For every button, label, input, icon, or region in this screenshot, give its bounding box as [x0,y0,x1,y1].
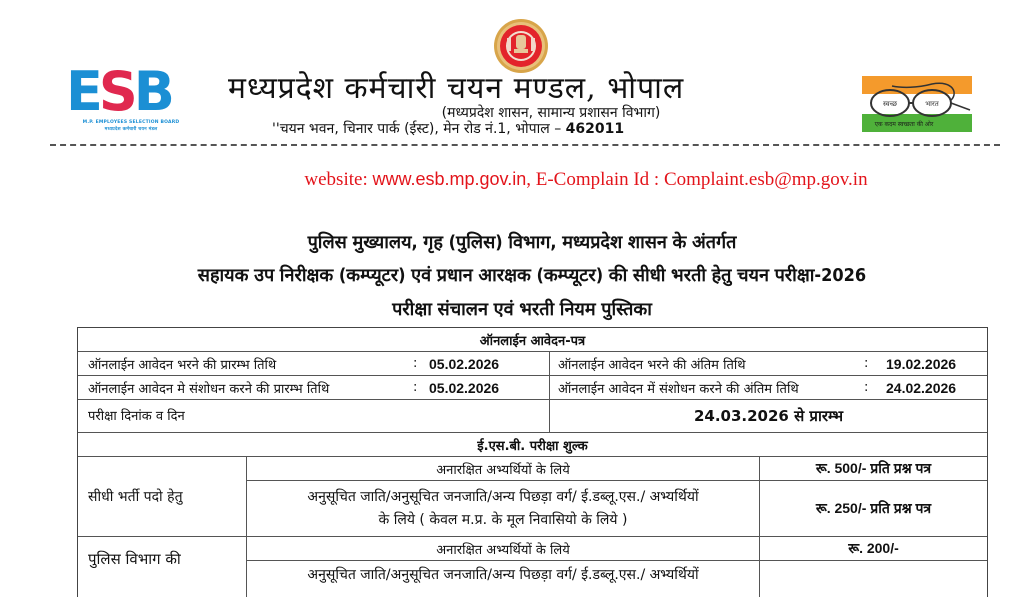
esb-logo-letter-s: S [98,60,134,123]
fee-header-row [78,433,987,457]
date-value: 19.02.2026 [886,355,957,372]
table-row [247,537,987,561]
website-link[interactable]: www.esb.mp.gov.in [372,169,527,189]
date-cell-right [549,376,987,399]
fee-candidates: अनुसूचित जाति/अनुसूचित जनजाति/अन्य पिछड़ा वर्ग/ ई.डब्लू.एस./ अभ्यर्थियों [307,567,699,583]
date-value: 05.02.2026 [429,355,500,372]
table-row [247,561,987,597]
colon: : [413,380,418,395]
heading-rulebook: परीक्षा संचालन एवं भरती नियम पुस्तिका [392,299,652,320]
complain-email[interactable]: , E-Complain Id : Complaint.esb@mp.gov.in [526,169,868,190]
table-row [78,352,987,376]
table-row [247,457,987,481]
application-header: ऑनलाईन आवेदन-पत्र [479,333,586,349]
date-cell-left [78,352,549,375]
date-value: 24.02.2026 [886,379,957,396]
esb-logo-subtitle-en: M.P. EMPLOYEES SELECTION BOARD [82,120,180,125]
org-subtitle: (मध्यप्रदेश शासन, सामान्य प्रशासन विभाग) [441,105,661,121]
header-divider [50,144,1000,146]
date-cell-left [78,376,549,399]
swachh-left-lens-text: स्वच्छ [882,100,898,108]
fee-category: पुलिस विभाग की [88,550,181,568]
swachh-bharat-logo [862,76,972,132]
contact-line [0,169,1024,191]
esb-logo-subtitle-hi: मध्यप्रदेश कर्मचारी चयन मंडल [104,127,158,132]
esb-logo-letter-e: E [66,60,99,123]
date-label: ऑनलाईन आवेदन भरने की प्रारम्भ तिथि [88,357,277,373]
fee-group-rows [246,537,987,597]
website-label: website: [304,169,373,190]
colon: : [864,380,869,395]
org-address [272,119,624,138]
esb-logo-letter-b: B [133,60,171,123]
fee-candidates: अनारक्षित अभ्यर्थियों के लिये [436,462,570,478]
fee-amount: रू. 200/- [759,537,987,560]
schedule-fee-table [77,327,988,597]
fee-amount: रू. 500/- प्रति प्रश्न पत्र [759,457,987,480]
fee-group-rows [246,457,987,536]
fee-category: सीधी भर्ती पदो हेतु [88,489,183,505]
fee-group [78,537,987,597]
heading-department: पुलिस मुख्यालय, गृह (पुलिस) विभाग, मध्यप्रदेश शासन के अंतर्गत [307,232,737,253]
fee-candidates [247,481,759,536]
date-label: ऑनलाईन आवेदन में संशोधन करने की अंतिम तिथि [558,381,799,397]
org-title: मध्यप्रदेश कर्मचारी चयन मण्डल, भोपाल [228,71,685,106]
esb-logo [66,60,196,132]
date-value: 05.02.2026 [429,379,500,396]
date-label: ऑनलाईन आवेदन भरने की अंतिम तिथि [558,357,746,373]
colon: : [413,356,418,371]
swachh-tagline: एक कदम स्वच्छता की ओर [874,121,934,128]
fee-group [78,457,987,537]
date-cell-right [549,352,987,375]
application-header-row [78,328,987,352]
exam-date-label: परीक्षा दिनांक व दिन [88,409,185,424]
fee-amount [759,561,987,597]
swachh-right-lens-text: भारत [925,100,939,108]
date-label: ऑनलाईन आवेदन मे संशोधन करने की प्रारम्भ तिथि [88,381,330,397]
heading-exam-title: सहायक उप निरीक्षक (कम्प्यूटर) एवं प्रधान आरक्षक (कम्प्यूटर) की सीधी भरती हेतु चयन परीक्षा-2026 [197,265,867,286]
fee-amount: रू. 250/- प्रति प्रश्न पत्र [759,481,987,536]
table-row [78,376,987,400]
fee-header: ई.एस.बी. परीक्षा शुल्क [477,438,588,454]
exam-date-row [78,400,987,433]
pincode: 462011 [565,121,625,137]
fee-candidates-line2: के लिये ( केवल म.प्र. के मूल निवासियो के लिये ) [378,511,628,528]
fee-candidates: अनारक्षित अभ्यर्थियों के लिये [436,542,570,558]
exam-date-value: 24.03.2026 से प्रारम्भ [549,400,987,432]
colon: : [864,356,869,371]
fee-candidates-line1: अनुसूचित जाति/अनुसूचित जनजाति/अन्य पिछड़ा वर्ग/ ई.डब्लू.एस./ अभ्यर्थियों [307,488,699,505]
address-text: ''चयन भवन, चिनार पार्क (ईस्ट), मेन रोड नं.1, भोपाल – [272,121,562,137]
table-row [247,481,987,536]
